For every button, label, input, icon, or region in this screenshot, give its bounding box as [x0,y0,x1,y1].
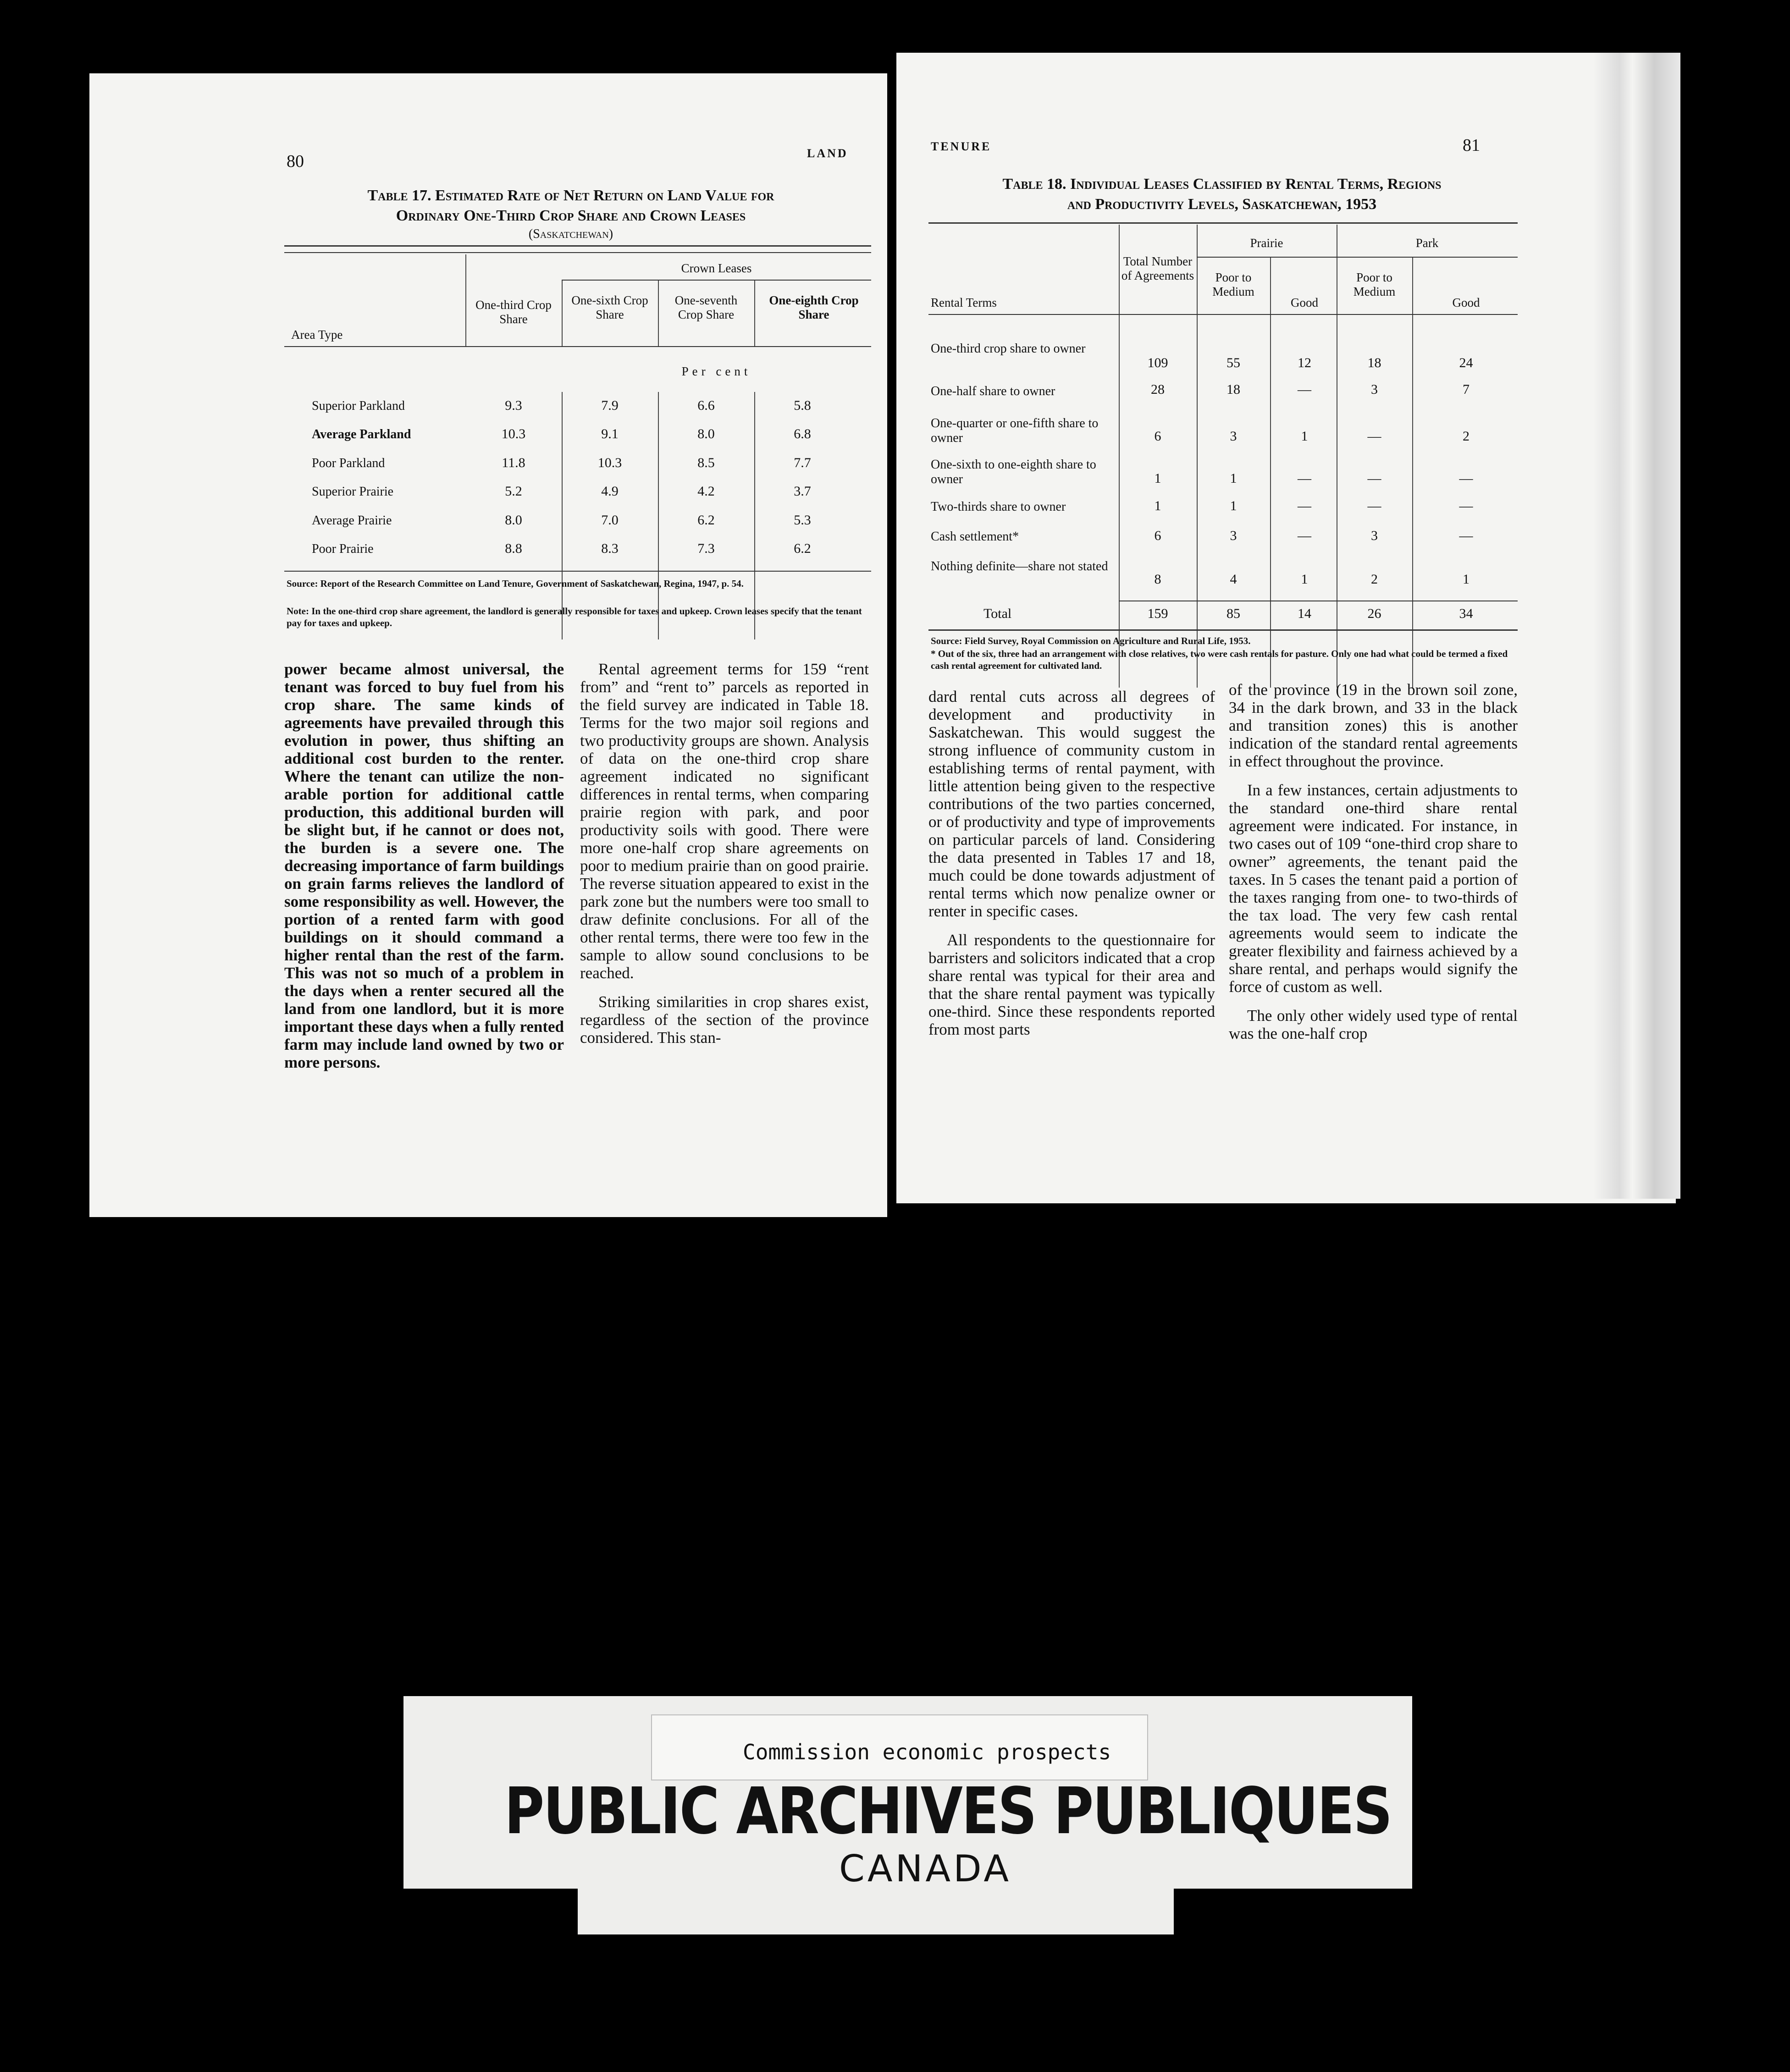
cell: 4.2 [697,484,715,499]
park-header: Park [1415,236,1439,250]
cell: 3.7 [794,484,811,499]
row-label: Nothing definite—share not stated [931,559,1108,573]
cell: — [1459,471,1473,486]
label-tab [578,1889,1174,1934]
table-divider [465,254,466,346]
good-header: Good [1291,296,1318,309]
cell: 8.0 [697,426,715,441]
caption-line: Ordinary One-Third Crop Share and Crown Leases [396,207,746,225]
row-label: Poor Prairie [312,542,374,556]
cell: 8.8 [505,541,522,556]
cell: 1 [1230,498,1237,513]
table-divider [658,280,659,346]
label-top-text: Commission economic prospects [743,1740,1111,1764]
cell: 9.3 [505,398,522,413]
column-header: One-third Crop Share [475,298,552,326]
row-label: Poor Parkland [312,456,385,470]
cell: — [1298,498,1311,513]
table-divider [1270,257,1271,688]
column-header: One-seventh Crop Share [674,293,738,322]
right-page [896,53,1676,1203]
row-label: One-half share to owner [931,384,1055,398]
rental-terms-header: Rental Terms [931,296,997,309]
row-label: One-quarter or one-fifth share to owner [931,416,1099,446]
cell: 3 [1371,382,1378,397]
table-18-caption [928,174,1515,215]
cell: 26 [1367,606,1381,621]
paragraph: In a few instances, certain adjustments to the standard one-third share rental agreement were indicated. For instance, in two cases out of 109 “one-third crop share to owner” agreements, the tenant paid the taxes. In 5 cases the tenant paid a portion of the taxes ranging from one- to two-thirds of the tax load. The very few cash rental agreements would seem to indicate the greater flexibility and fairness achieved by a share rental, and perhaps would signify the force of custom as well. [1229,781,1518,996]
text-column-2 [580,660,869,1058]
caption-line: Table 17. Estimated Rate of Net Return on Land Value for [367,187,774,204]
total-header: Total Number of Agreements [1121,254,1194,283]
cell: 6 [1154,429,1161,444]
cell: 5.2 [505,484,522,499]
row-label: Average Parkland [312,427,411,441]
archive-label [403,1696,1412,1934]
table-source: Source: Field Survey, Royal Commission on Agriculture and Rural Life, 1953. [931,635,1251,646]
cell: 8 [1154,572,1161,587]
table-rule [1197,257,1518,258]
cell: 1 [1154,471,1161,486]
cell: 4.9 [601,484,619,499]
page-number: 80 [287,152,304,171]
cell: 1 [1230,471,1237,486]
area-type-header: Area Type [291,328,343,342]
cell: 6.2 [697,512,715,528]
cell: 1 [1154,498,1161,513]
cell: 11.8 [502,455,525,470]
cell: 3 [1230,528,1237,543]
cell: — [1298,382,1311,397]
poor-medium-header: Poor to Medium [1353,270,1396,299]
row-label: Superior Prairie [312,485,394,499]
table-divider [754,392,755,639]
label-main-text: PUBLIC ARCHIVES PUBLIQUES [504,1774,1392,1849]
cell: 1 [1301,429,1308,444]
table-divider [562,280,563,346]
paragraph: power became almost universal, the tenant was forced to buy fuel from his crop share. The same kinds of agreements have prevailed through this evolution in power, thus shifting an additional cost burden to the renter. Where the tenant can utilize the non-arable portion for additional cattle production, this additional burden will be slight but, if he cannot or does not, the burden is a severe one. The decreasing importance of farm buildings on grain farms relieves the landlord of some responsibility as well. However, the portion of a rented farm with good buildings on it should command a higher rental than the rest of the farm. This was not so much of a problem in the days when a renter secured all the land from one landlord, but it is more important these days when a fully rented farm may include land owned by two or more persons. [284,660,564,1071]
cell: 7 [1463,382,1470,397]
row-label: Average Prairie [312,513,392,528]
running-head: TENURE [931,140,992,153]
paragraph: Rental agreement terms for 159 “rent from” and “rent to” parcels as reported in the field survey are indicated in Table 18. Terms for the two major soil regions and two productivity groups are shown. Analysis of data on the one-third crop share agreement indicated no significant differences in rental terms, when comparing prairie region with park, and poor productivity soils with good. There were more one-half crop share agreements on poor to medium prairie than on good prairie. The reverse situation appeared to exist in the park zone but the numbers were too small to draw definite conclusions. For all of the other rental terms, there were too few in the sample to allow sound conclusions to be reached. [580,660,869,982]
cell: 8.3 [601,541,619,556]
column-header: One-eighth Crop Share [769,293,859,322]
table-divider [1119,225,1120,688]
caption-line: and Productivity Levels, Saskatchewan, 1953 [1067,196,1377,213]
cell: 1 [1301,572,1308,587]
cell: 3 [1230,429,1237,444]
paragraph: Striking similarities in crop shares exist, regardless of the section of the province considered. This stan- [580,993,869,1047]
table-source: Source: Report of the Research Committee on Land Tenure, Government of Saskatchewan, Regina, 1947, p. 54. [287,578,744,589]
row-label: Superior Parkland [312,399,405,413]
row-label: One-third crop share to owner [931,342,1086,356]
left-page [89,73,887,1217]
paragraph: dard rental cuts across all degrees of development and productivity in Saskatchewan. This would suggest the strong influence of community custom in establishing terms of rental payment, with little attention being given to the respective contributions of the two parties concerned, or of productivity and type of improvements on particular parcels of land. Considering the data presented in Tables 17 and 18, much could be done towards adjustment of rental terms which now penalize owner or renter in specific cases. [928,688,1215,920]
cell: — [1459,528,1473,543]
cell: 12 [1298,355,1311,370]
row-label: Cash settlement* [931,529,1019,544]
cell: 7.7 [794,455,811,470]
prairie-header: Prairie [1250,236,1283,250]
cell: 18 [1226,382,1240,397]
text-column-1 [928,688,1215,1049]
running-head: LAND [807,147,848,160]
cell: 159 [1147,606,1168,621]
cell: 2 [1371,572,1378,587]
cell: 3 [1371,528,1378,543]
caption-line: Table 18. Individual Leases Classified by Rental Terms, Regions [1002,176,1442,193]
cell: 7.3 [697,541,715,556]
page-number: 81 [1463,136,1480,155]
cell: 10.3 [597,455,622,470]
cell: 55 [1226,355,1240,370]
cell: 85 [1226,606,1240,621]
table-rule [284,346,871,347]
cell: 7.9 [601,398,619,413]
paragraph: The only other widely used type of rental was the one-half crop [1229,1007,1518,1042]
cell: — [1298,471,1311,486]
cell: 6.6 [697,398,715,413]
table-footnote: * Out of the six, three had an arrangement with close relatives, two were cash rentals for pasture. Only one had what could be termed a fixed cash rental agreement for cultivated land. [931,648,1508,672]
book-edge [1593,53,1680,1199]
cell: 6.2 [794,541,811,556]
cell: 7.0 [601,512,619,528]
cell: 8.0 [505,512,522,528]
cell: 5.8 [794,398,811,413]
table-rule [284,245,871,247]
table-rule [928,629,1518,631]
cell: 10.3 [501,426,526,441]
table-17-caption [273,186,869,243]
row-label: Two-thirds share to owner [931,500,1066,514]
table-rule [928,314,1518,315]
cell: 4 [1230,572,1237,587]
table-rule [562,280,871,281]
table-rule [928,222,1518,224]
cell: 28 [1151,382,1165,397]
text-column-1 [284,660,564,1082]
table-note: Note: In the one-third crop share agreement, the landlord is generally responsible for taxes and upkeep. Crown leases specify that the tenant pay for taxes and upkeep. [287,606,862,629]
table-divider [1197,225,1198,688]
cell: 1 [1463,572,1470,587]
text-column-2 [1229,681,1518,1053]
cell: 14 [1298,606,1311,621]
group-header: Crown Leases [681,261,752,275]
table-divider [754,280,755,346]
cell: — [1367,429,1381,444]
cell: 34 [1459,606,1473,621]
row-label: One-sixth to one-eighth share to owner [931,457,1096,487]
cell: 5.3 [794,512,811,528]
cell: 6.8 [794,426,811,441]
cell: — [1298,528,1311,543]
label-sub-text: CANADA [839,1847,1012,1890]
paragraph: of the province (19 in the brown soil zone, 34 in the dark brown, and 33 in the black and transition zones) this is another indication of the standard rental agreements in effect throughout the province. [1229,681,1518,770]
table-divider [658,392,659,639]
cell: 8.5 [697,455,715,470]
cell: — [1367,471,1381,486]
row-label: Total [983,606,1012,621]
good-header: Good [1452,296,1480,309]
cell: — [1459,498,1473,513]
poor-medium-header: Poor to Medium [1212,270,1254,299]
cell: — [1367,498,1381,513]
table-divider [562,392,563,639]
unit-label: Per cent [681,364,751,378]
caption-line: (Saskatchewan) [528,227,613,242]
table-rule [284,571,871,572]
cell: 6 [1154,528,1161,543]
column-header: One-sixth Crop Share [571,293,648,322]
cell: 2 [1463,429,1470,444]
cell: 109 [1147,355,1168,370]
cell: 9.1 [601,426,619,441]
cell: 18 [1367,355,1381,370]
paragraph: All respondents to the questionnaire for barristers and solicitors indicated that a crop share rental was typical for their area and that the share rental payment was typically one-third. Since these respondents reported from most parts [928,931,1215,1038]
cell: 24 [1459,355,1473,370]
table-rule [284,252,871,253]
table-divider [1412,257,1413,688]
